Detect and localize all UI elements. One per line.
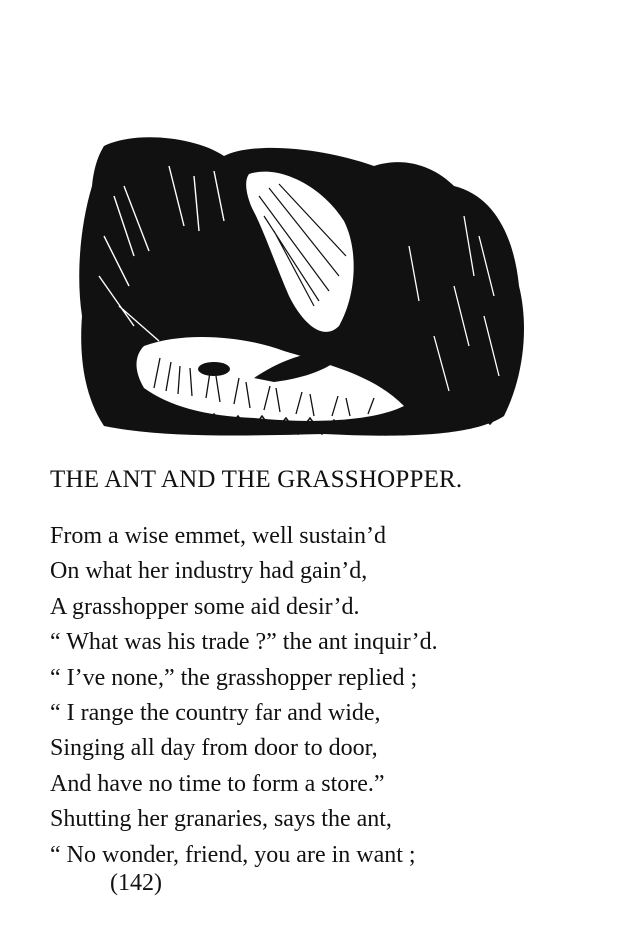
poem-line: On what her industry had gain’d, bbox=[50, 558, 368, 585]
poem-line: A grasshopper some aid desir’d. bbox=[50, 593, 360, 620]
woodcut-illustration bbox=[74, 126, 534, 450]
poem-body bbox=[50, 519, 610, 873]
page-number: (142) bbox=[110, 870, 162, 896]
poem-line: “ I range the country far and wide, bbox=[50, 699, 381, 726]
poem-line: “ I’ve none,” the grasshopper replied ; bbox=[50, 664, 418, 691]
poem-line: “ No wonder, friend, you are in want ; bbox=[50, 841, 416, 868]
poem-line: Singing all day from door to door, bbox=[50, 735, 378, 762]
poem-line: From a wise emmet, well sustain’d bbox=[50, 523, 386, 549]
poem-line: And have no time to form a store.” bbox=[50, 770, 385, 797]
poem-line: “ What was his trade ?” the ant inquir’d. bbox=[50, 629, 438, 656]
ant-grasshopper-engraving bbox=[74, 126, 534, 450]
ant-figure bbox=[198, 362, 230, 376]
poem-title: THE ANT AND THE GRASSHOPPER. bbox=[50, 466, 463, 493]
poem-line: Shutting her granaries, says the ant, bbox=[50, 806, 392, 833]
